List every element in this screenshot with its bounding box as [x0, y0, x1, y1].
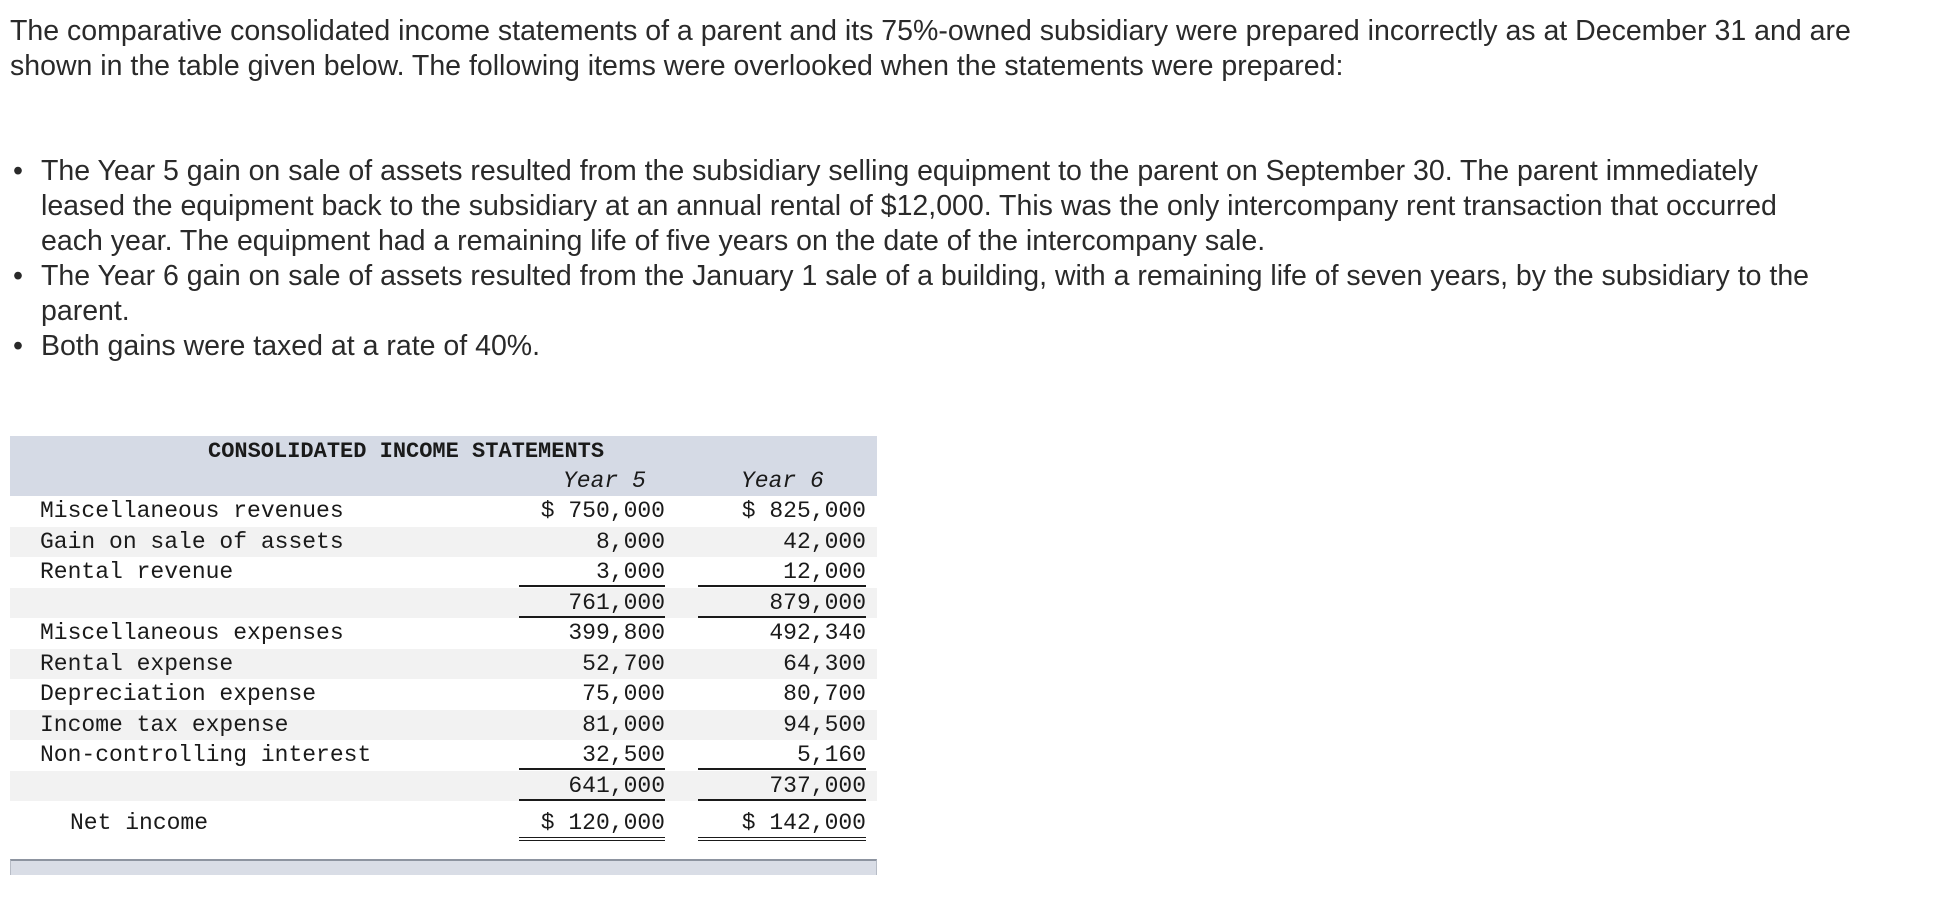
table-title: CONSOLIDATED INCOME STATEMENTS	[208, 439, 605, 464]
row-label: Net income	[70, 810, 209, 836]
row-label: Gain on sale of assets	[40, 528, 344, 555]
table-row	[10, 740, 877, 771]
bullet-icon: •	[13, 155, 23, 187]
year-6-value: 94,500	[783, 711, 866, 738]
table-header	[10, 436, 877, 496]
year-6-value: 492,340	[769, 620, 866, 646]
year-5-value: 8,000	[595, 528, 665, 555]
year-5-value: $ 750,000	[540, 498, 665, 524]
year-5-value: 399,800	[568, 620, 665, 646]
year-6-value: 737,000	[698, 771, 866, 801]
year-5-value: 81,000	[582, 711, 665, 738]
table-row	[10, 679, 877, 710]
table-row	[10, 527, 877, 558]
row-label: Miscellaneous expenses	[40, 620, 344, 646]
column-header-year-5: Year 5	[563, 468, 646, 494]
year-5-value: 761,000	[519, 588, 665, 618]
year-5-value: 641,000	[519, 771, 665, 801]
year-6-value: 12,000	[698, 557, 866, 587]
column-header-year-6: Year 6	[741, 468, 824, 494]
bullet-icon: •	[13, 330, 23, 362]
table-row-subtotal	[10, 588, 877, 619]
overlooked-items-list	[10, 154, 1810, 364]
year-6-value: 5,160	[698, 740, 866, 770]
intro-paragraph: The comparative consolidated income statements of a parent and its 75%-owned subsidiary were prepared incorrectly as at December 31 and are shown in the table given below. The following items were overlooked when the statements were prepared:	[10, 15, 1851, 82]
year-5-value: 3,000	[519, 557, 665, 587]
table-row	[10, 557, 877, 588]
list-item	[10, 154, 1810, 259]
row-label: Miscellaneous revenues	[40, 498, 344, 524]
row-label: Rental expense	[40, 650, 234, 677]
list-item	[10, 329, 1810, 364]
list-item-text: The Year 5 gain on sale of assets resulted from the subsidiary selling equipment to the parent on September 30. The parent immediately leased the equipment back to the subsidiary at an annual rental of $12,000. This was the only intercompany rent transaction that occurred each year. The equipment had a remaining life of five years on the date of the intercompany sale.	[41, 155, 1777, 257]
row-label: Rental revenue	[40, 559, 234, 585]
table-footer-bar	[10, 859, 877, 875]
year-5-value: 32,500	[519, 740, 665, 770]
year-5-value: 75,000	[582, 681, 665, 707]
row-label: Depreciation expense	[40, 681, 317, 707]
year-6-value: $ 825,000	[741, 498, 866, 524]
list-item	[10, 259, 1810, 329]
bullet-icon: •	[13, 260, 23, 292]
income-statement-table	[10, 436, 877, 875]
year-6-value: 879,000	[698, 588, 866, 618]
net-income-row	[10, 801, 877, 845]
table-row	[10, 649, 877, 680]
table-row	[10, 710, 877, 741]
year-6-value: $ 142,000	[698, 803, 866, 841]
year-6-value: 80,700	[783, 681, 866, 707]
table-row-subtotal	[10, 771, 877, 802]
list-item-text: The Year 6 gain on sale of assets resulted from the January 1 sale of a building, with a remaining life of seven years, by the subsidiary to the parent.	[41, 260, 1810, 327]
year-6-value: 42,000	[783, 528, 866, 555]
row-label: Income tax expense	[40, 711, 289, 738]
table-row	[10, 618, 877, 649]
list-item-text: Both gains were taxed at a rate of 40%.	[41, 330, 541, 362]
row-label: Non-controlling interest	[40, 742, 372, 768]
year-5-value: $ 120,000	[519, 803, 665, 841]
year-5-value: 52,700	[582, 650, 665, 677]
table-row	[10, 496, 877, 527]
year-6-value: 64,300	[783, 650, 866, 677]
